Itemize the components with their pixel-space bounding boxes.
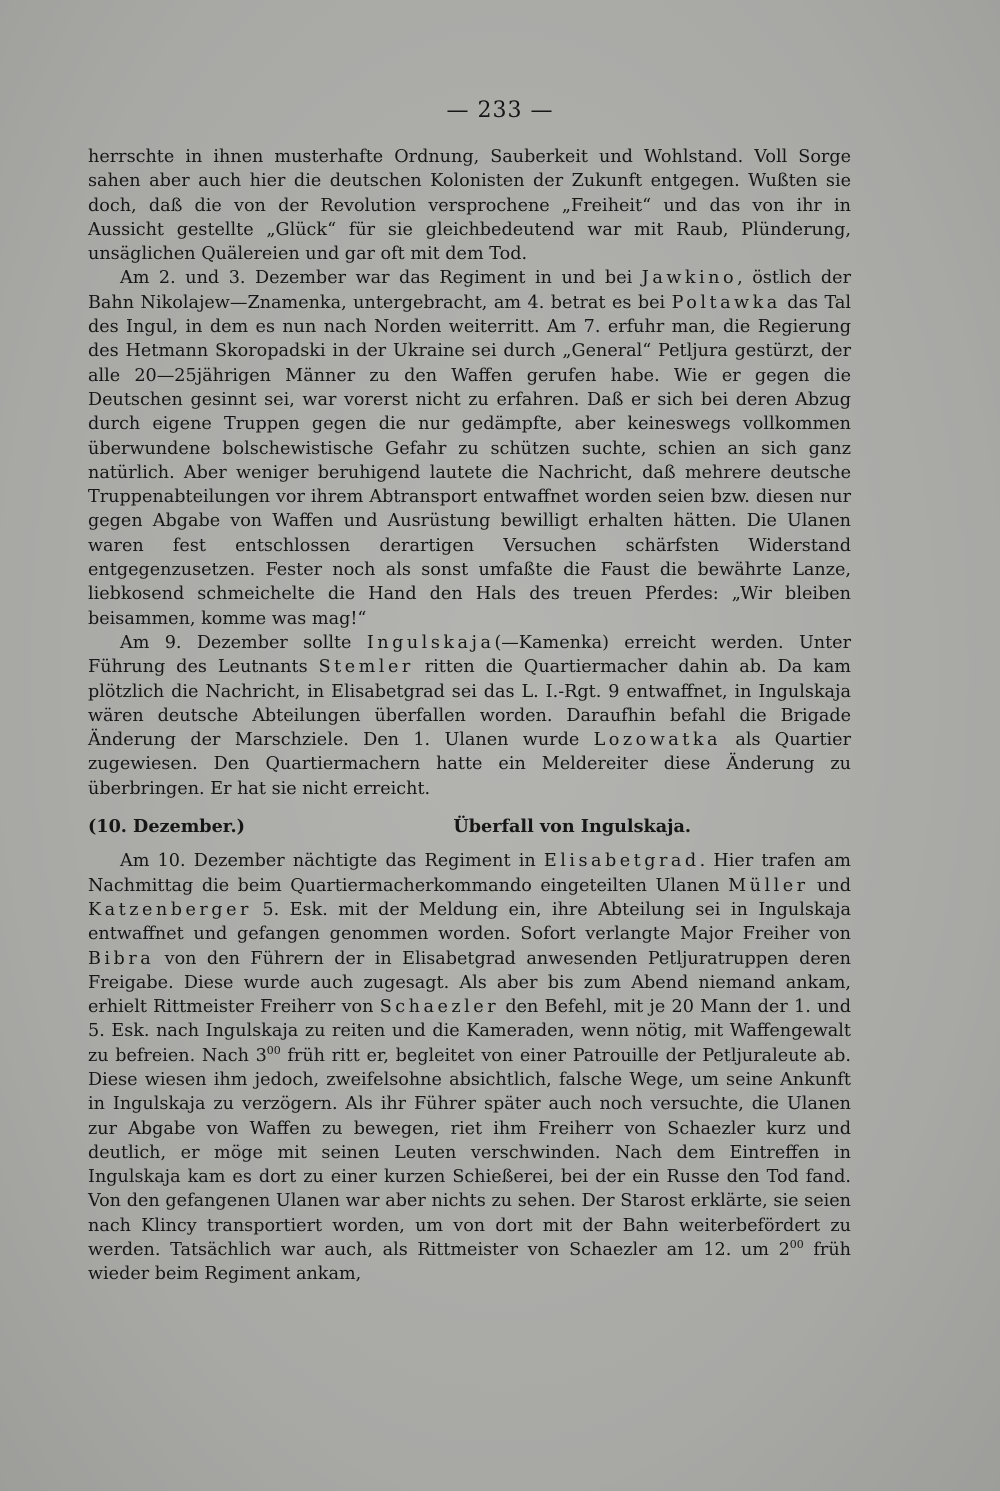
page-number: — 233 —	[446, 98, 554, 123]
spaced-name: Katzenberger	[88, 899, 252, 920]
spaced-name: Müller	[728, 875, 809, 896]
text-run: Am 9. Dezember sollte	[120, 632, 367, 653]
text-run: 5. Esk. mit der Meldung ein, ihre Abteilung sei in Ingulskaja entwaffnet und gefangen genommen worden. Sofort verlangte Major Freiher von	[88, 899, 851, 945]
text-run: Am 2. und 3. Dezember war das Regiment in und bei	[120, 268, 642, 289]
body-text	[88, 145, 851, 1287]
superscript: 00	[789, 1238, 804, 1252]
spaced-name: Stemler	[318, 657, 414, 678]
spaced-name: Ingulskaja	[366, 632, 495, 653]
section-title: Überfall von Ingulskaja.	[453, 816, 691, 838]
paragraph	[88, 145, 851, 266]
text-run: . Hier trafen am Nachmittag die beim Quartiermacherkommando eingeteilten Ulanen	[88, 851, 851, 896]
paragraph-group-2	[88, 849, 851, 1286]
text-run: als Quartier zugewiesen. Den Quartiermachern hatte ein Meldereiter diese Änderung zu überbringen. Er hat sie nicht erreicht.	[88, 730, 851, 799]
text-run: Am 10. Dezember nächtigte das Regiment in	[120, 851, 544, 872]
section-heading	[88, 815, 851, 839]
text-run: (—Kamenka) erreicht werden. Unter Führung des Leutnants	[88, 632, 851, 678]
spaced-name: Lozowatka	[593, 730, 722, 751]
text-run: herrschte in ihnen musterhafte Ordnung, Sauberkeit und Wohlstand. Voll Sorge sahen aber auch hier die deutschen Kolonisten der Zukunft entgegen. Wußten sie doch, daß die von der Revolution versprochene „Freiheit“ und das von ihr in Aussicht gestellte „Glück“ für sie gleichbedeutend war mit Raub, Plünderung, unsäglichen Quälereien und gar oft mit dem Tod.	[88, 147, 851, 265]
spaced-name: Jawkino	[641, 268, 738, 289]
spaced-name: Elisabetgrad	[543, 851, 700, 872]
superscript: 00	[266, 1043, 281, 1057]
text-run: und	[808, 875, 851, 896]
paragraph-group-1	[88, 145, 851, 801]
text-run: das Tal des Ingul, in dem es nun nach Norden weiterritt. Am 7. erfuhr man, die Regierung des Hetmann Skoropadski in der Ukraine sei durch „General“ Petljura gestürzt, der alle 20—25jährigen Männer zu den Waffen gerufen habe. Wie er gegen die Deutschen gesinnt sei, war vorerst nicht zu erfahren. Daß er sich bei deren Abzug durch eigene Truppen gegen die nur gedämpfte, aber keineswegs vollkommen überwundene bolschewistische Gefahr zu schützen suchte, schien an sich ganz natürlich. Aber weniger beruhigend lautete die Nachricht, daß mehrere deutsche Truppenabteilungen vor ihrem Abtransport entwaffnet worden seien bzw. diesen nur gegen Abgabe von Waffen und Ausrüstung bewilligt erhalten hätten. Die Ulanen waren fest entschlossen derartigen Versuchen schärfsten Widerstand entgegenzusetzen. Fester noch als sonst umfaßte die Faust die bewährte Lanze, liebkosend schmeichelte die Hand den Hals des treuen Pferdes: „Wir bleiben beisammen, komme was mag!“	[88, 292, 851, 629]
paragraph	[88, 266, 851, 630]
text-run: ritten die Quartiermacher dahin ab. Da kam plötzlich die Nachricht, in Elisabetgrad sei das L. I.-Rgt. 9 entwaffnet, in Ingulskaja wären deutsche Abteilungen überfallen worden. Daraufhin befahl die Brigade Änderung der Marschziele. Den 1. Ulanen wurde	[88, 657, 851, 751]
text-run: , östlich der Bahn Nikolajew—Znamenka, untergebracht, am 4. betrat es bei	[88, 268, 851, 313]
paragraph	[88, 631, 851, 801]
text-run: den Befehl, mit je 20 Mann der 1. und 5. Esk. nach Ingulskaja zu reiten und die Kameraden, wenn nötig, mit Waffengewalt zu befreien. Nach 3	[88, 997, 852, 1066]
spaced-name: Poltawka	[671, 292, 781, 313]
spaced-name: Bibra	[88, 948, 155, 969]
paragraph	[88, 849, 851, 1286]
text-run: früh wieder beim Regiment ankam,	[88, 1240, 851, 1285]
section-date: (10. Dezember.)	[88, 816, 245, 838]
text-run: von den Führern der in Elisabetgrad anwesenden Petljuratruppen deren Freigabe. Diese wurde auch zugesagt. Als aber bis zum Abend niemand ankam, erhielt Rittmeister Freiherr von	[88, 948, 851, 1018]
spaced-name: Schaezler	[379, 997, 500, 1018]
text-run: früh ritt er, begleitet von einer Patrouille der Petljuraleute ab. Diese wiesen ihm jedoch, zweifelsohne absichtlich, falsche Wege, um seine Ankunft in Ingulskaja zu verzögern. Als ihr Führer später auch noch versuchte, die Ulanen zur Abgabe von Waffen zu bewegen, riet ihm Freiherr von Schaezler kurz und deutlich, er möge mit seinen Leuten verschwinden. Nach dem Eintreffen in Ingulskaja kam es dort zu einer kurzen Schießerei, bei der ein Russe den Tod fand. Von den gefangenen Ulanen war aber nichts zu sehen. Der Starost erklärte, sie seien nach Klincy transportiert worden, um von dort mit der Bahn weiterbefördert zu werden. Tatsächlich war auch, als Rittmeister von Schaezler am 12. um 2	[88, 1045, 851, 1261]
